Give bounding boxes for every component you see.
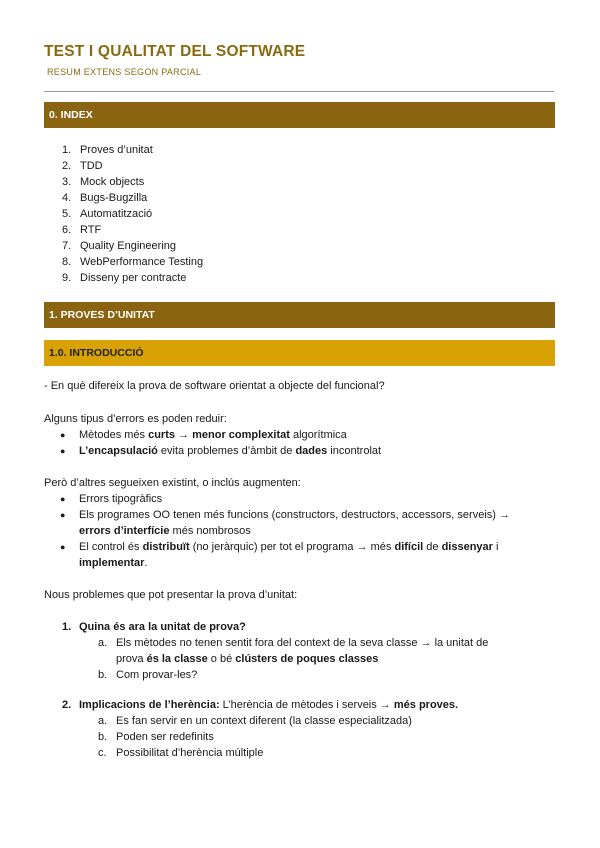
bullet-icon: ● (60, 542, 66, 552)
index-item-number: 2. (62, 160, 72, 172)
title-divider (44, 91, 554, 92)
list-item: Mètodes més curts → menor complexitat algorítmica (79, 429, 347, 441)
index-item-label: WebPerformance Testing (80, 256, 204, 268)
index-item (62, 158, 203, 174)
index-item-number: 6. (62, 224, 72, 236)
problem-number: 1. (62, 621, 72, 633)
index-item-number: 3. (62, 176, 72, 188)
section1-heading: 1. PROVES D’UNITAT (44, 302, 555, 328)
list-item: Els programes OO tenen més funcions (constructors, destructors, accessors, serveis) → (79, 509, 510, 521)
bullet-icon: ● (60, 430, 66, 440)
index-item-label: Quality Engineering (80, 240, 177, 252)
index-item (62, 142, 203, 158)
index-item-label: TDD (80, 160, 103, 172)
document-title: TEST I QUALITAT DEL SOFTWARE (44, 43, 306, 60)
index-item (62, 206, 203, 222)
problem-number: 2. (62, 699, 72, 711)
index-item (62, 222, 203, 238)
index-item-number: 5. (62, 208, 72, 220)
question-text: - En què difereix la prova de software orientat a objecte del funcional? (44, 380, 385, 392)
index-item (62, 174, 203, 190)
section1-0-heading: 1.0. INTRODUCCIÓ (44, 340, 555, 366)
index-item-number: 1. (62, 144, 72, 156)
problem-title: Quina és ara la unitat de prova? (79, 621, 246, 633)
index-item-label: RTF (80, 224, 102, 236)
sub-item-text: Possibilitat d’herència múltiple (116, 747, 264, 759)
index-item-label: Disseny per contracte (80, 272, 187, 284)
index-heading: 0. INDEX (44, 102, 555, 128)
problem-title: Implicacions de l’herència: L’herència de mètodes i serveis → més proves. (79, 699, 459, 711)
index-list (62, 142, 203, 286)
sub-item-letter: b. (98, 731, 108, 743)
bullet-icon: ● (60, 510, 66, 520)
reduce-intro: Alguns tipus d’errors es poden reduir: (44, 413, 227, 425)
list-item: Errors tipogràfics (79, 493, 163, 505)
list-item-continuation: errors d’interfície més nombrosos (79, 525, 251, 537)
sub-item-text: Es fan servir en un context diferent (la classe especialitzada) (116, 715, 412, 727)
bullet-icon: ● (60, 494, 66, 504)
sub-item-continuation: prova és la classe o bé clústers de poques classes (116, 653, 379, 665)
document-subtitle: RESUM EXTENS SEGON PARCIAL (47, 67, 202, 77)
sub-item-letter: c. (98, 747, 107, 759)
index-item-number: 9. (62, 272, 72, 284)
sub-item-text: Els mètodes no tenen sentit fora del context de la seva classe → la unitat de (116, 637, 489, 649)
index-item-label: Proves d’unitat (80, 144, 153, 156)
index-item-number: 8. (62, 256, 72, 268)
index-item-number: 4. (62, 192, 72, 204)
sub-item-text: Poden ser redefinits (116, 731, 214, 743)
index-item-label: Automatització (80, 208, 153, 220)
problems-intro: Nous problemes que pot presentar la prova d’unitat: (44, 589, 298, 601)
index-item-number: 7. (62, 240, 72, 252)
sub-item-text: Com provar-les? (116, 669, 198, 681)
sub-item-letter: a. (98, 715, 108, 727)
bullet-icon: ● (60, 446, 66, 456)
list-item: L’encapsulació evita problemes d’àmbit de dades incontrolat (79, 445, 382, 457)
list-item-continuation: implementar. (79, 557, 148, 569)
sub-item-letter: b. (98, 669, 108, 681)
sub-item-letter: a. (98, 637, 108, 649)
persist-intro: Però d’altres segueixen existint, o inclús augmenten: (44, 477, 301, 489)
list-item: El control és distribuït (no jeràrquic) per tot el programa → més difícil de dissenyar i (79, 541, 499, 553)
index-item (62, 238, 203, 254)
index-item-label: Mock objects (80, 176, 145, 188)
index-item (62, 270, 203, 286)
index-item (62, 254, 203, 270)
index-item (62, 190, 203, 206)
index-item-label: Bugs-Bugzilla (80, 192, 148, 204)
